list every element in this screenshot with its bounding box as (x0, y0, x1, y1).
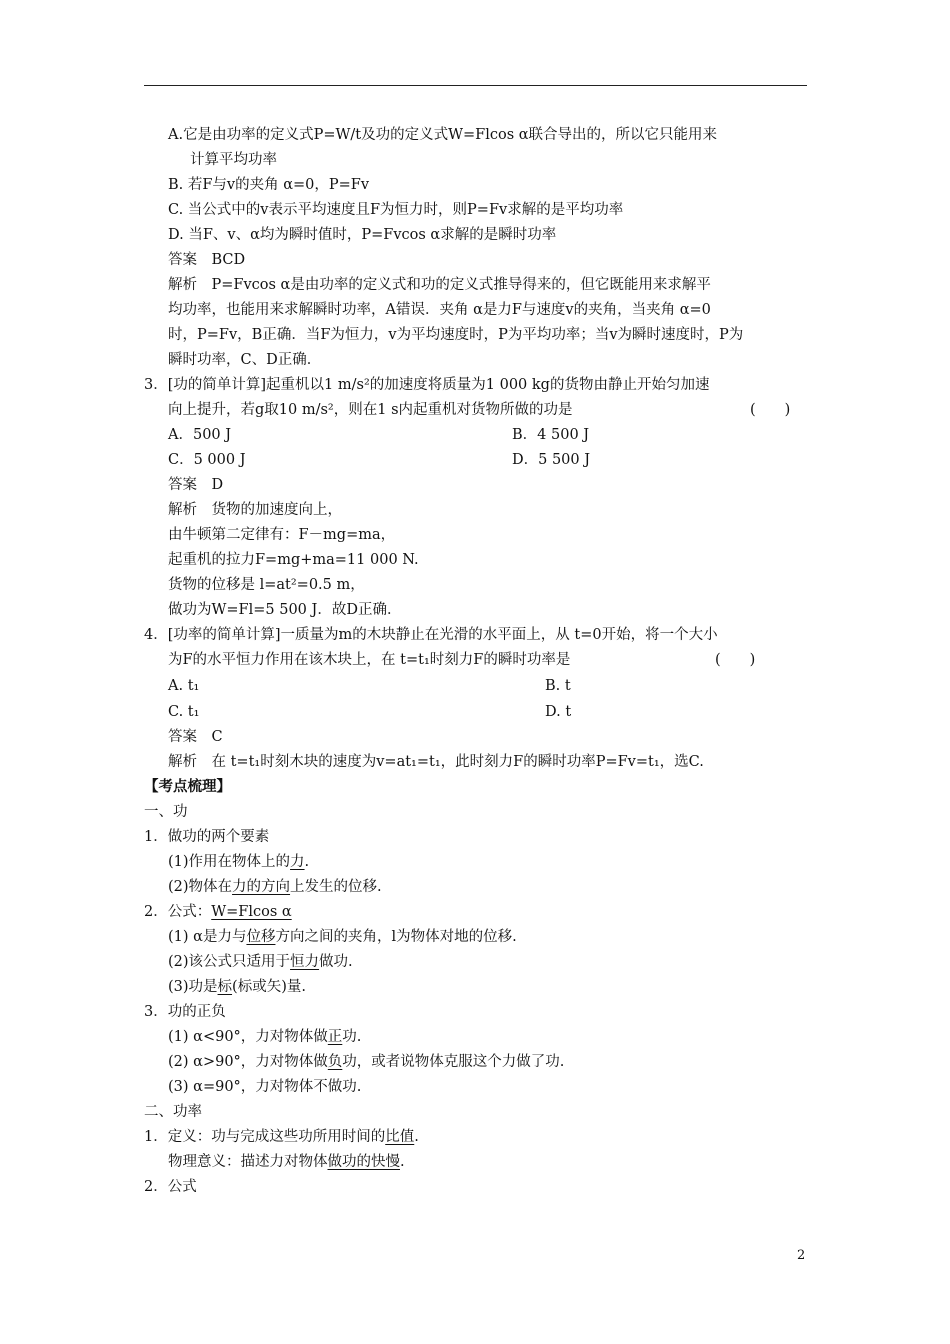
q4-option-d: D. t (545, 704, 572, 720)
q3-answer: 答案 D (168, 477, 224, 493)
q4-answer: 答案 C (168, 729, 223, 745)
blank-answer: 位移 (246, 929, 276, 945)
work-item-2: 2．公式：W=Flcos α (144, 904, 292, 920)
work-item-3c: (3) α=90°，力对物体不做功. (168, 1079, 362, 1095)
q3-option-b: B．4 500 J (512, 427, 590, 443)
q3-answer-blank: ( ) (750, 402, 791, 418)
q3-analysis-line: 货物的位移是 l=at²=0.5 m， (168, 577, 365, 593)
work-item-3b: (2) α>90°，力对物体做负功，或者说物体克服这个力做了功. (168, 1054, 565, 1070)
q4-answer-blank: ( ) (715, 652, 756, 668)
q3-stem-line1: 3．[功的简单计算]起重机以1 m/s²的加速度将质量为1 000 kg的货物由静止开始匀加速 (144, 377, 710, 393)
q4-stem-line1: 4．[功率的简单计算]一质量为m的木块静止在光滑的水平面上，从 t=0开始，将一个大小 (144, 627, 718, 643)
power-item-2: 2．公式 (144, 1179, 197, 1195)
q2-option-d: D. 当F、v、α均为瞬时值时，P=Fvcos α求解的是瞬时功率 (168, 227, 557, 243)
q2-analysis-line: 时，P=Fv，B正确．当F为恒力，v为平均速度时，P为平均功率；当v为瞬时速度时，P为 (168, 327, 744, 343)
q4-stem-line2: 为F的水平恒力作用在该木块上，在 t=t₁时刻力F的瞬时功率是 (168, 652, 571, 668)
power-item-1: 1．定义：功与完成这些功所用时间的比值. (144, 1129, 419, 1145)
heading-work: 一、功 (144, 804, 188, 820)
work-item-3: 3．功的正负 (144, 1004, 226, 1020)
q2-option-a-line1: A.它是由功率的定义式P=W/t及功的定义式W=Flcos α联合导出的，所以它只能用来 (168, 127, 718, 143)
blank-answer: 力的方向 (232, 879, 291, 895)
header-rule (144, 85, 807, 86)
q3-option-a: A．500 J (168, 427, 232, 443)
q3-option-d: D．5 500 J (512, 452, 591, 468)
q3-stem-line2: 向上提升，若g取10 m/s²，则在1 s内起重机对货物所做的功是 (168, 402, 573, 418)
q2-analysis-line: 解析 P=Fvcos α是由功率的定义式和功的定义式推导得来的，但它既能用来求解平 (168, 277, 711, 293)
blank-answer: 负 (327, 1054, 343, 1070)
work-item-1b: (2)物体在力的方向上发生的位移. (168, 879, 382, 895)
work-item-2c: (3)功是标(标或矢)量. (168, 979, 306, 995)
q2-analysis-line: 瞬时功率，C、D正确． (168, 352, 322, 368)
q3-option-c: C．5 000 J (168, 452, 246, 468)
heading-power: 二、功率 (144, 1104, 202, 1120)
q2-option-a-line2: 计算平均功率 (190, 152, 277, 168)
q3-analysis-line: 由牛顿第二定律有：F－mg=ma， (168, 527, 396, 543)
q3-analysis-line: 解析 货物的加速度向上， (168, 502, 342, 518)
blank-answer: 标 (217, 979, 233, 995)
blank-answer: W=Flcos α (211, 904, 292, 920)
work-item-1: 1．做功的两个要素 (144, 829, 270, 845)
q2-answer: 答案 BCD (168, 252, 246, 268)
q2-option-c: C. 当公式中的v表示平均速度且F为恒力时，则P=Fv求解的是平均功率 (168, 202, 624, 218)
work-item-3a: (1) α<90°，力对物体做正功. (168, 1029, 362, 1045)
q3-analysis-line: 做功为W=Fl=5 500 J．故D正确． (168, 602, 402, 618)
q4-analysis: 解析 在 t=t₁时刻木块的速度为v=at₁=t₁，此时刻力F的瞬时功率P=Fv=t₁，选C. (168, 754, 704, 770)
work-item-2a: (1) α是力与位移方向之间的夹角，l为物体对地的位移. (168, 929, 517, 945)
power-item-1b: 物理意义：描述力对物体做功的快慢. (168, 1154, 405, 1170)
blank-answer: 做功的快慢 (327, 1154, 400, 1170)
blank-answer: 比值 (385, 1129, 415, 1145)
q2-option-b: B. 若F与v的夹角 α=0，P=Fv (168, 177, 370, 193)
page-number: 2 (797, 1248, 806, 1263)
q4-option-c: C. t₁ (168, 704, 200, 720)
section-header: 【考点梳理】 (144, 778, 231, 795)
q2-analysis-line: 均功率，也能用来求解瞬时功率，A错误．夹角 α是力F与速度v的夹角，当夹角 α=0 (168, 302, 711, 318)
q4-option-b: B. t (545, 678, 571, 694)
q4-option-a: A. t₁ (168, 678, 200, 694)
q3-analysis-line: 起重机的拉力F=mg+ma=11 000 N. (168, 552, 419, 568)
work-item-1a: (1)作用在物体上的力. (168, 854, 310, 870)
blank-answer: 力 (290, 854, 305, 870)
work-item-2b: (2)该公式只适用于恒力做功. (168, 954, 353, 970)
blank-answer: 正 (327, 1029, 343, 1045)
blank-answer: 恒力 (290, 954, 320, 970)
